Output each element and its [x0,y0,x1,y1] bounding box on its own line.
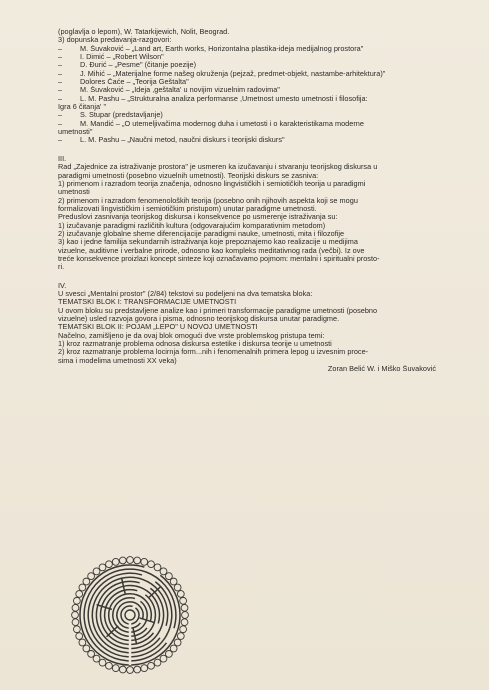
talk-item: – M. Mandić – „O utemeljivačima modernog duha i umetosti i o karakteristikama moderne [58,119,364,128]
paragraph-line: sima i modelima umetnosti XX veka) [58,356,177,365]
block-title: TEMATSKI BLOK II: POJAM „LEPO" U NOVOJ UMETNOSTI [58,323,258,332]
paragraph-line: paradigmi umetnosti (posebno vizuelnih umetnosti). Teorijski diskurs se zasniva: [58,171,319,180]
talk-item: – M. Šuvaković – „Land art, Earth works, Horizontalna plastika-ideja medijalnog prostora" [58,44,364,53]
paragraph-line: Načelno, zamišljeno je da ovaj blok omogući dve vrste problemskog pristupa temi: [58,331,325,340]
paragraph-line: umetnosti [58,188,90,197]
paragraph-line: treće konsekvence proizlazi koncept sinteze koji označavamo pojmom: mentalni i spiritualni prosto- [58,254,380,263]
paragraph-line: ri. [58,263,65,272]
labyrinth-emblem-svg [70,556,190,674]
paragraph-line: formalizovati lingvističkim i semiotičkim pristupom) unutar paradigme umetnosti. [58,204,317,213]
paragraph-line: U svesci „Mentalni prostor" (2/84) tekstovi su podeljeni na dva tematska bloka: [58,289,313,298]
labyrinth-center [125,610,135,620]
paragraph-line: 1) kroz razmatranje problema odnosa diskursa estetike i diskursa teorije u umetnosti [58,340,332,349]
talk-item: – J. Mihić – „Materijalne forme našeg okruženja (pejzaž, predmet-objekt, nastambe-arhitektura)" [58,69,386,78]
block-title: TEMATSKI BLOK I: TRANSFORMACIJE UMETNOSTI [58,298,237,307]
paragraph-line: 3) kao i jedne familija sekundarnih istraživanja koje prepoznajemo kao realizacije u medijima [58,238,358,247]
labyrinth-icon [70,556,190,674]
signature: Zoran Belić W. i Miško Šuvaković [327,365,436,374]
paragraph-line: Preduslovi zasnivanja teorijskog diskursa i konsekvence po usmerenje istraživanja su: [58,213,338,222]
list-heading: 3) dopunska predavanja-razgovori: [58,36,172,45]
paragraph-line: U ovom bloku su predstavljene analize kao i primeri transformacije paradigme umetnosti (posebno [58,306,378,315]
talk-continuation: umetnosti" [58,128,93,137]
talk-item: – D. Đurić – „Pesme" (čitanje poezije) [58,61,197,70]
talk-continuation: Igra 6 čitanja' " [58,103,107,112]
paragraph-line: 1) izučavanje paradigmi različitih kultura (odgovarajućim komparativnim metodom) [58,221,326,230]
text-column [58,28,438,373]
labyrinth-rings [80,565,180,665]
talk-item: – I. Dimić – „Robert Wilson" [58,53,164,62]
paragraph-line: vizuelne, auditivne i verbalne prirode, odnosno kao kompleks meditativnog rada (večbi). Iz ove [58,246,365,255]
talk-item: – Dolores Čaće – „Teorija Geštalta" [58,78,189,87]
section-heading-iii: III. [58,154,67,163]
paragraph-line: vizuelne) usled razvoja govora i pisma, odnosno teorijskog diskursa unutar paradigme. [58,315,340,323]
reference-line: (poglavlja o lepom), W. Tatarkijewich, Nolit, Beograd. [58,28,230,36]
talk-item: – L. M. Pashu – „Naučni metod, naučni diskurs i teorijski diskurs" [58,136,285,145]
paragraph-line: Rad „Zajednice za istraživanje prostora" je usmeren ka izučavanju i stvaranju teorijskog diskursa u [58,163,378,172]
talk-item: – L. M. Pashu – „Strukturalna analiza performanse ,Umetnost umesto umetnosti i filosofija: [58,94,368,103]
talk-item: – M. Šuvaković – „Ideja ,geštalta' u novijim vizuelnim radovima" [58,86,280,95]
section-heading-iv: IV. [58,281,67,290]
paragraph-line: 1) primenom i razradom teorija značenja, odnosno lingvističkih i semiotičkih teorija u paradigmi [58,179,366,188]
paragraph-line: 2) izučavanje globalne sheme diferencijacije paradigmi nauke, umetnosti, mita i filozofije [58,229,345,238]
talk-item: – S. Stupar (predstavljanje) [58,111,163,120]
paragraph-line: 2) primenom i razradom fenomenoloških teorija (posebno onih njihovih aspekta koji se mogu [58,196,358,205]
paragraph-line: 2) kroz razmatranje problema locirnja form...nih i fenomenalnih primera lepog u izvesnim proce- [58,348,369,357]
